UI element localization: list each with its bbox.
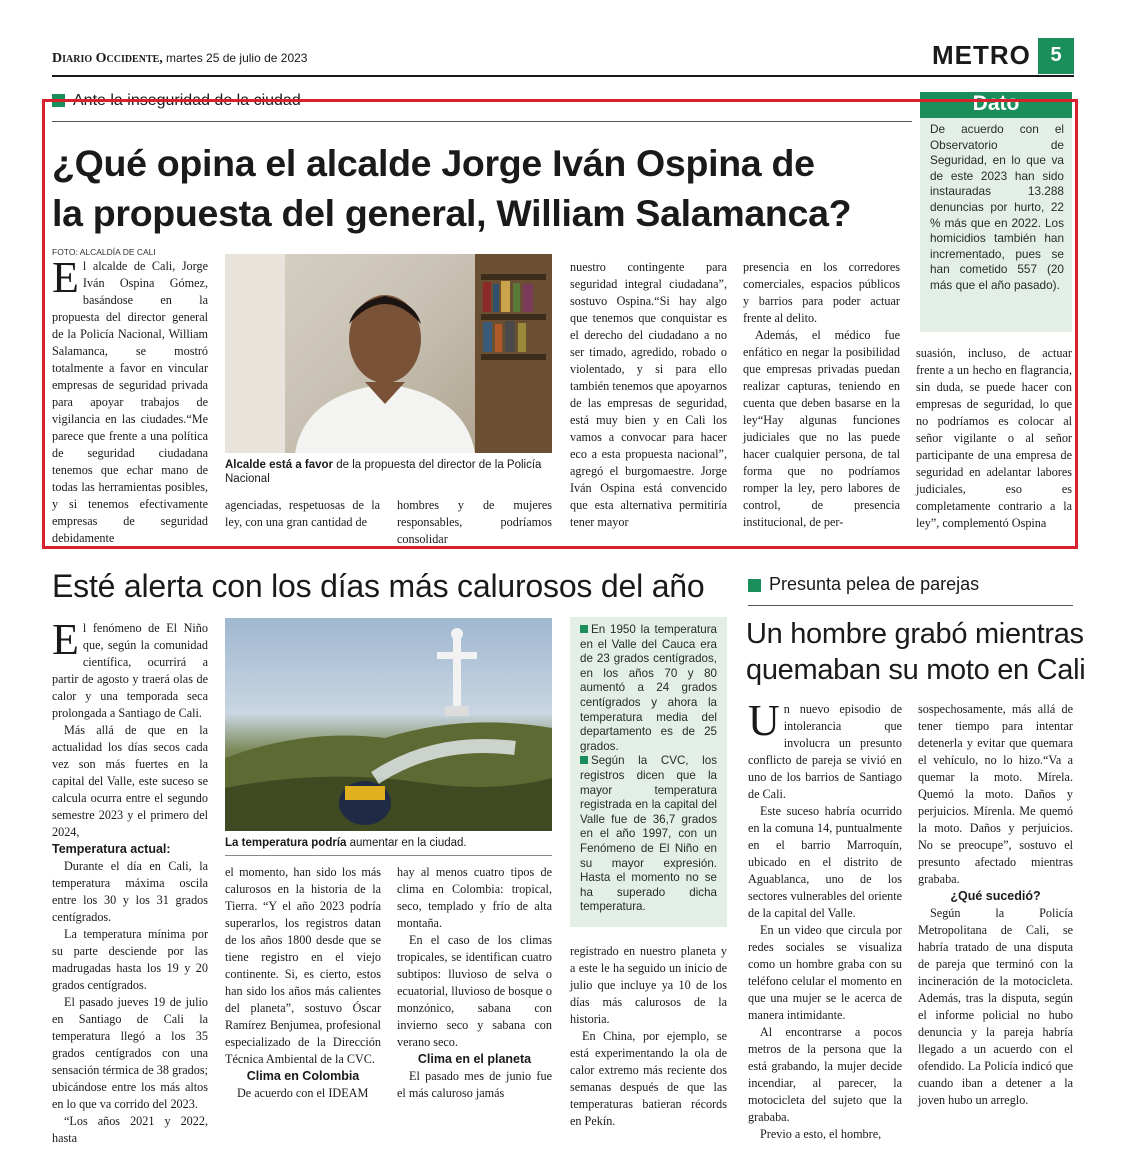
dato-title: Dato	[920, 92, 1072, 118]
temperature-factbox	[570, 617, 727, 927]
header-rule	[52, 75, 1074, 77]
article2-col4: registrado en nuestro planeta y a este le ha seguido un inicio de julio que incluye ya 10 de los días más calurosos de la historia. En China, por ejemplo, se está experimentando la ola de calor extremo más reciente dos semanas después de que las temperaturas batieran récords en Pekín.	[570, 944, 727, 1128]
subhead-que-sucedio: ¿Qué sucedió?	[950, 889, 1041, 903]
caption-rule	[225, 855, 552, 856]
dropcap: E	[52, 253, 79, 302]
bullet-square-icon	[580, 625, 588, 633]
factbox-item-2: Según la CVC, los registros dicen que la mayor temperatura registrada en la capital del Valle fue de 36,7 grados en el año 1997, con un Fenómeno de El Niño en su mayor expresión. Hasta el momento no se ha superado dicha temperatura.	[580, 754, 717, 914]
subhead-clima-planeta: Clima en el planeta	[417, 1052, 532, 1066]
section-title: METRO	[932, 40, 1031, 70]
factbox-item-1: En 1950 la temperatura en el Valle del Cauca era de 23 grados centígrados, en los años 70 y 80 aumentó a 24 grados centígrados y ahora la temperatura media del departamento es de 25 grados.	[580, 623, 717, 753]
article3-headline: Un hombre grabó mientras quemaban su moto en Cali	[746, 618, 1086, 686]
fire-photo-illustration	[225, 618, 552, 831]
article1-col1: El alcalde de Cali, Jorge Iván Ospina Gómez, basándose en la propuesta del director general de la Policía Nacional, William Salamanca, se mostró totalmente a favor en vincular empresas de seguridad privada para apoyar trabajos de vigilancia en las ciudades.“Me parece que frente a una política de seguridad ciudadana tenemos que echar mano de todas las herramientas posibles, y si tenemos efectivamente empresas de seguridad debidamente	[52, 253, 208, 545]
article2-col2: el momento, han sido los más calurosos en la historia de la Tierra. “Y el año 2023 podría superarlos, los registros datan de los años 1800 desde que se tiene registro en el viejo continente. Si, es cierto, estos han sido los años más calientes del planeta”, sostuvo Óscar Ramírez Benjumea, profesional especializado de la Dirección Técnica Ambiental de la CVC. Clima en Colombia De acuerdo con el IDEAM	[225, 865, 381, 1100]
page-number: 5	[1038, 38, 1074, 74]
dropcap: U	[748, 696, 780, 745]
paper-name: Diario Occidente,	[52, 51, 163, 66]
article3-kicker: Presunta pelea de parejas	[748, 574, 979, 595]
article1-col5: presencia en los corredores comerciales, espacios públicos y barrios para poder actuar frente al delito. Además, el médico fue enfático en negar la posibilidad que empresas privadas puedan realizar capturas, teniendo en cuenta que deben basarse en la ley“Hay algunas funciones judiciales que no las puede hacer cualquier persona, de tal forma que no podríamos romper la ley, pero labores de control, de presencia institucional, de per-	[743, 260, 900, 529]
article1-headline: ¿Qué opina el alcalde Jorge Iván Ospina de la propuesta del general, William Salamanca?	[52, 142, 852, 234]
dato-text: De acuerdo con el Observatorio de Seguridad, en lo que va de este 2023 han sido instauradas 13.288 denuncias por hurto, 22 % más que en 2022. Los homicidios también han incrementado, pues se han cometido 557 (20 más que el año pasado).	[930, 122, 1064, 292]
article3-col1: Un nuevo episodio de intolerancia que involucra un presunto conflicto de pareja se vivió en uno de los barrios de Santiago de Cali. Este suceso habría ocurrido en la comuna 14, puntualmente en el barrio Marroquín, ubicado en el distrito de Aguablanca, uno de los sectores vulnerables del oriente de la capital del Valle. En un video que circula por redes sociales se visualiza como un hombre graba con su teléfono celular el momento en que una mujer se le acerca de manera intimidante. Al encontrarse a pocos metros de la persona que la está grabando, la mujer decide incendiar, al parecer, la motocicleta del sujeto que la grababa. Previo a esto, el hombre,	[748, 696, 902, 1141]
article2-headline: Esté alerta con los días más calurosos del año	[52, 568, 705, 604]
article2-caption: La temperatura podría aumentar en la ciudad.	[225, 837, 467, 849]
article2-col1: El fenómeno de El Niño que, según la comunidad científica, ocurrirá a partir de agosto y traerá olas de calor y una temporada seca prolongada a Santiago de Cali. Más allá de que en la actualidad los días secos cada vez son más fuertes en la capital del Valle, este suceso se calcula ocurra entre el segundo semestre 2023 y el primero del 2024, Temperatura actual: Durante el día en Cali, la temperatura máxima oscila entre los 30 y los 31 grados centígrados. La temperatura mínima por su parte desciende por las madrugadas hasta los 19 y 20 grados centígrados. El pasado jueves 19 de julio en Santiago de Cali la temperatura llegó a los 35 grados centígrados con una sensación térmica de 38 grados; ubicándose entre los más altos en lo que va corrido del 2023. “Los años 2021 y 2022, hasta	[52, 615, 208, 1145]
selection-frame	[42, 99, 1078, 549]
article1-col4: nuestro contingente para seguridad integral ciudadana”, sostuvo Ospina.“Si hay algo que tenemos que conquistar es el derecho del ciudadano a no ser timado, agredido, robado o violentado, y si para ello también tenemos que apoyarnos de las empresas de seguridad, está muy bien y en Cali los vamos a convocar para hacer eco a esta propuesta nacional”, agregó el burgomaestre. Jorge Iván Ospina está convencido que esta alternativa permitiría tener mayor	[570, 260, 727, 529]
masthead	[52, 50, 307, 67]
article1-col6: suasión, incluso, de actuar frente a un hecho en flagrancia, sin duda, se puede hacer con empresas de seguridad, lo que no podríamos es colocar al señor vigilante o al señor participante de una empresa de seguridad en adelantar labores judiciales, eso es completamente contrario a la ley”, complementó Ospina	[916, 346, 1072, 530]
article1-col2: agenciadas, respetuosas de la ley, con una gran cantidad de	[225, 498, 380, 529]
kicker-square-icon	[748, 579, 761, 592]
subhead-clima-colombia: Clima en Colombia	[246, 1069, 360, 1083]
subhead-temperatura: Temperatura actual:	[52, 842, 171, 856]
article3-kicker-rule	[748, 605, 1073, 606]
bullet-square-icon	[580, 756, 588, 764]
article3-col2: sospechosamente, más allá de tener tiempo para intentar detenerla y evitar que quemara el vehículo, no lo hizo.“Va a quemar la moto. Mírela. Quemó la moto. Daños y perjuicios. Mírenla. Me quemó la moto. Daños y perjuicios. No se preocupe”, sostuvo el presunto afectado mientras grababa. ¿Qué sucedió? Según la Policía Metropolitana de Cali, se habría tratado de una disputa de pareja que terminó con la incineración de la motocicleta. Además, tras la disputa, según el informe policial no hubo denuncia y la pareja habría llegado a un acuerdo con el ofendido. La Policía indicó que cuando iban a detener a la joven hubo un arreglo.	[918, 702, 1073, 1107]
issue-date: martes 25 de julio de 2023	[166, 51, 308, 65]
article1-caption: Alcalde está a favor de la propuesta del director de la Policía Nacional	[225, 459, 542, 485]
article2-col3: hay al menos cuatro tipos de clima en Colombia: tropical, seco, templado y frío de alta montaña. En el caso de los climas tropicales, se identifican cuatro subtipos: lluvioso de selva o ecuatorial, lluvioso de bosque o monzónico, sabana con invierno seco y sabana con verano seco. Clima en el planeta El pasado mes de junio fue el más caluroso jamás	[397, 865, 552, 1100]
dropcap: E	[52, 615, 79, 664]
article1-kicker: Ante la inseguridad de la ciudad	[52, 92, 301, 110]
article1-col3: hombres y de mujeres responsables, podríamos consolidar	[397, 498, 552, 546]
photo-credit: FOTO: ALCALDÍA DE CALI	[52, 247, 156, 257]
fire-photo	[225, 618, 552, 831]
